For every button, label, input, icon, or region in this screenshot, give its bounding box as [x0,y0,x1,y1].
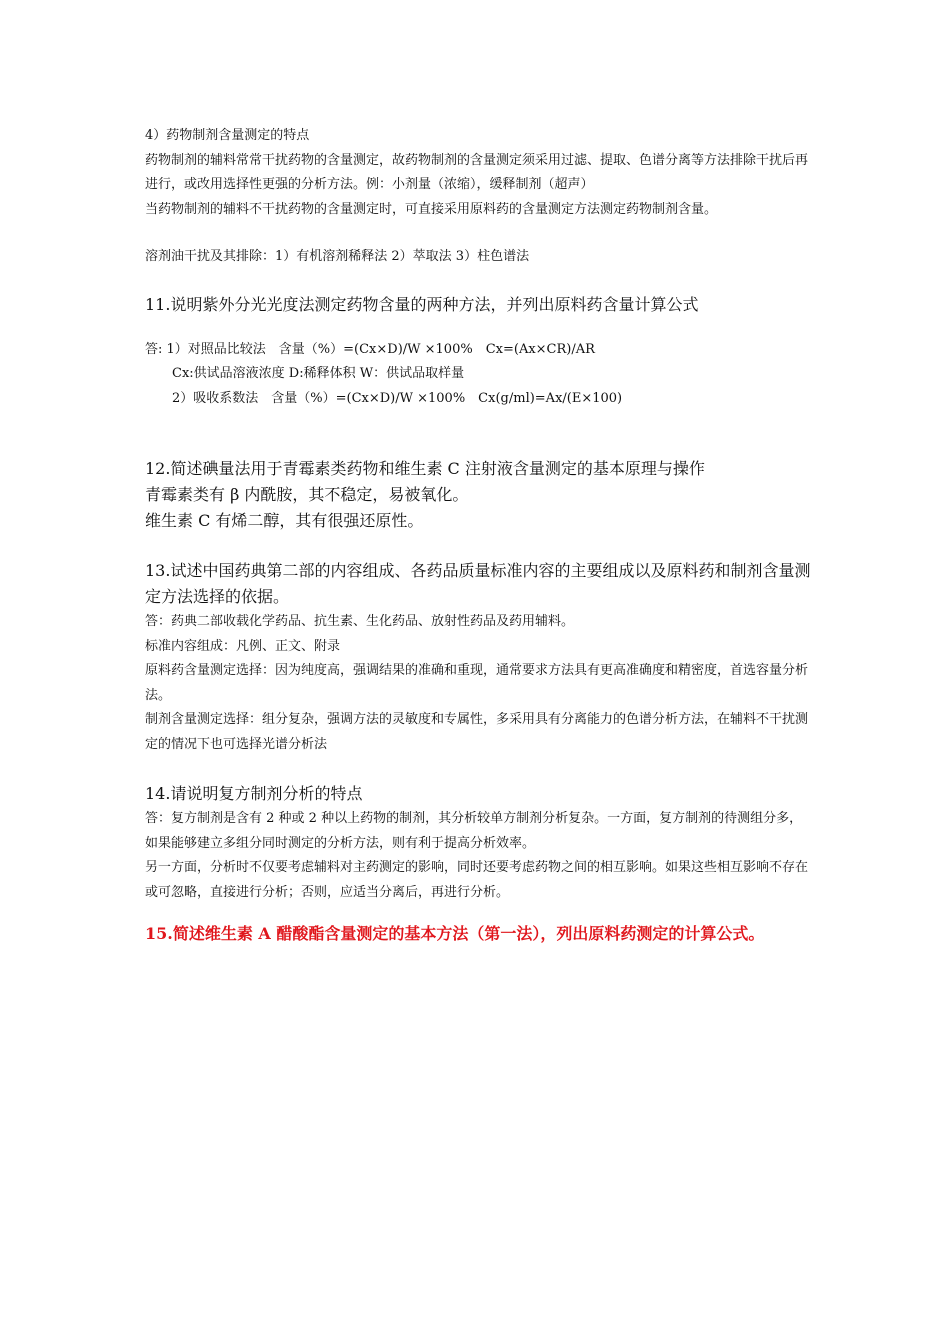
question-13-heading: 13.试述中国药典第二部的内容组成、各药品质量标准内容的主要组成以及原料药和制剂含量测定方法选择的依据。 [145,561,811,606]
question-12-heading: 12.简述碘量法用于青霉素类药物和维生素 C 注射液含量测定的基本原理与操作 [145,459,705,478]
document-body [145,124,811,947]
question-11-heading: 11.说明紫外分光光度法测定药物含量的两种方法，并列出原料药含量计算公式 [145,294,699,314]
question-13-answer-line-3: 原料药含量测定选择：因为纯度高，强调结果的准确和重现，通常要求方法具有更高准确度和精密度，首选容量分析法。 [145,663,809,703]
spacer [145,270,811,292]
question-14-answer-line-2: 另一方面，分析时不仅要考虑辅料对主药测定的影响，同时还要考虑药物之间的相互影响。如果这些相互影响不存在或可忽略，直接进行分析；否则，应适当分离后，再进行分析。 [145,860,809,900]
section-4-paragraph-1: 药物制剂的辅料常常干扰药物的含量测定，故药物制剂的含量测定须采用过滤、提取、色谱分离等方法排除干扰后再进行，或改用选择性更强的分析方法。例：小剂量（浓缩），缓释制剂（超声） [145,152,809,192]
question-12-answer-line-1: 青霉素类有 β 内酰胺，其不稳定，易被氧化。 [145,485,469,504]
question-14-heading: 14.请说明复方制剂分析的特点 [145,784,363,803]
question-13-answer-line-4: 制剂含量测定选择：组分复杂，强调方法的灵敏度和专属性，多采用具有分离能力的色谱分析方法，在辅料不干扰测定的情况下也可选择光谱分析法 [145,712,809,752]
question-13-answer-line-2: 标准内容组成：凡例、正文、附录 [145,638,341,654]
spacer [145,757,811,781]
question-11-answer-line-2: Cx:供试品溶液浓度 D:稀释体积 W：供试品取样量 [172,366,465,381]
question-14-answer-line-1: 答：复方制剂是含有 2 种或 2 种以上药物的制剂，其分析较单方制剂分析复杂。一方面，复方制剂的待测组分多，如果能够建立多组分同时测定的分析方法，则有利于提高分析效率。 [145,811,803,851]
spacer [145,318,811,338]
spacer [145,905,811,921]
solvent-interference-line: 溶剂油干扰及其排除：1）有机溶剂稀释法 2）萃取法 3）柱色谱法 [145,249,530,264]
question-15-heading: 15.简述维生素 A 醋酸酯含量测定的基本方法（第一法），列出原料药测定的计算公式。 [145,924,765,943]
spacer [145,411,811,456]
spacer [145,222,811,245]
spacer [145,534,811,558]
question-12-answer-line-2: 维生素 C 有烯二醇，其有很强还原性。 [145,511,424,530]
question-13-answer-line-1: 答：药典二部收载化学药品、抗生素、生化药品、放射性药品及药用辅料。 [145,614,575,629]
question-11-answer-line-1: 答: 1）对照品比较法 含量（%）=(Cx×D)/W ×100% Cx=(Ax×CR)/AR [145,341,595,357]
section-4-heading: 4）药物制剂含量测定的特点 [145,128,310,143]
section-4-paragraph-2: 当药物制剂的辅料不干扰药物的含量测定时，可直接采用原料药的含量测定方法测定药物制剂含量。 [145,201,718,217]
question-11-answer-line-3: 2）吸收系数法 含量（%）=(Cx×D)/W ×100% Cx(g/ml)=Ax/(E×100) [172,390,623,406]
